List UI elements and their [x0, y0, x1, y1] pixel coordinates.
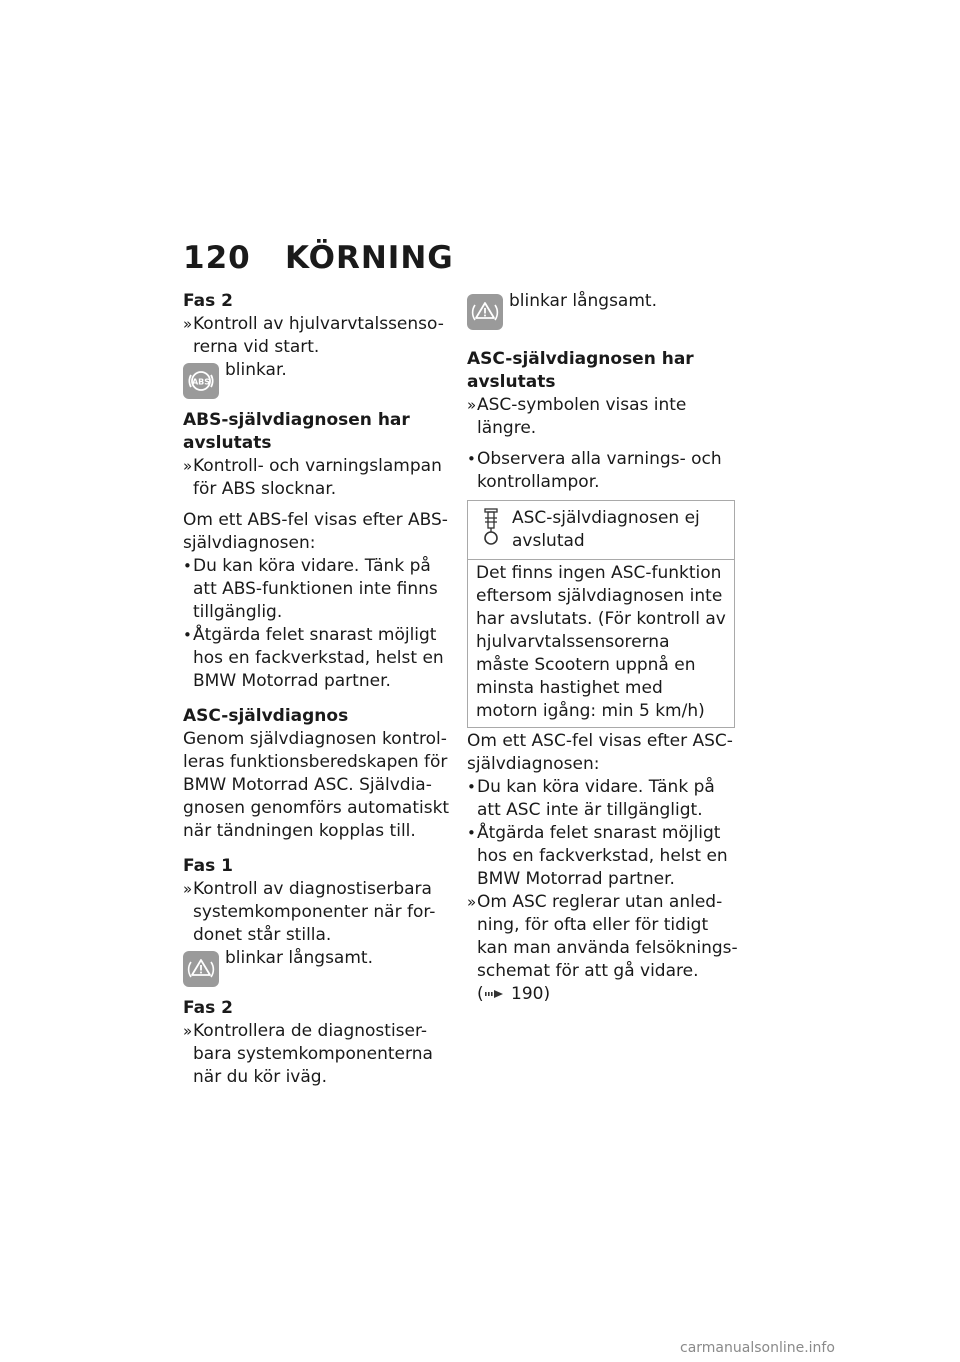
list-marker: »	[467, 893, 477, 911]
icon-line: blinkar långsamt.	[467, 290, 739, 328]
list-marker: »	[183, 1022, 193, 1040]
list-marker: •	[467, 824, 476, 842]
list-item: » Om ASC reglerar utan anled-ning, för ofta eller för tidigt kan man använda felsöknings-schemat för att gå vidare. ( 190)	[467, 892, 738, 1004]
list-marker: »	[183, 315, 193, 333]
section-title: Fas 1	[183, 856, 233, 876]
right-column	[467, 290, 739, 1006]
svg-text:ABS: ABS	[191, 377, 211, 387]
list-marker: •	[467, 778, 476, 796]
list-item: • Du kan köra vidare. Tänk på att ABS-funktionen inte finns tillgänglig.	[183, 556, 438, 622]
paragraph: Om ett ABS-fel visas efter ABS-självdiagnosen:	[183, 510, 448, 553]
warning-title: ASC-självdiagnosen ej avslutad	[512, 508, 700, 551]
wrench-warning-icon	[482, 507, 500, 556]
abs-warning-icon	[183, 363, 219, 399]
section-title: Fas 2	[183, 291, 233, 311]
section-title: Fas 2	[183, 998, 233, 1018]
list-marker: »	[467, 396, 477, 414]
warning-box-header	[468, 501, 734, 560]
section-title: ASC-självdiagnosen har avslutats	[467, 349, 694, 392]
page-number: 120	[183, 240, 251, 276]
section-title: ABS-självdiagnosen har avslutats	[183, 410, 410, 453]
watermark: carmanualsonline.info	[680, 1340, 835, 1356]
list-item: » Kontroll av hjulvarvtalssenso-rerna vid start.	[183, 314, 444, 357]
list-item: » Kontroll av diagnostiserbara systemkomponenter när for-donet står stilla.	[183, 879, 436, 945]
list-item: » ASC-symbolen visas inte längre.	[467, 395, 687, 438]
page-header	[183, 240, 454, 276]
list-marker: »	[183, 457, 193, 475]
icon-line: blinkar långsamt.	[183, 947, 451, 985]
paragraph: Om ett ASC-fel visas efter ASC-självdiagnosen:	[467, 731, 733, 774]
asc-warning-icon	[467, 294, 503, 330]
warning-box-body: Det finns ingen ASC-funktion eftersom självdiagnosen inte har avslutats. (För kontroll av hjulvarvtalssensorerna måste Scootern uppnå en minsta hastighet med motorn igång: min 5 km/h)	[476, 563, 726, 721]
warning-box	[467, 500, 735, 728]
left-column	[183, 290, 451, 1089]
list-item: • Observera alla varnings- och kontrollampor.	[467, 449, 722, 492]
arrow-right-icon	[484, 988, 506, 1000]
list-item: • Du kan köra vidare. Tänk på att ASC inte är tillgängligt.	[467, 777, 715, 820]
page-reference[interactable]: ( 190)	[477, 984, 551, 1004]
list-item: » Kontrollera de diagnostiser-bara systemkomponenterna när du kör iväg.	[183, 1021, 433, 1087]
icon-line: ABS blinkar.	[183, 359, 451, 397]
section-title: ASC-självdiagnos	[183, 706, 349, 726]
list-marker: •	[467, 450, 476, 468]
list-marker: »	[183, 880, 193, 898]
list-marker: •	[183, 557, 192, 575]
chapter-title: KÖRNING	[285, 240, 454, 276]
list-item: • Åtgärda felet snarast möjligt hos en fackverkstad, helst en BMW Motorrad partner.	[183, 625, 444, 691]
paragraph: Genom självdiagnosen kontrol-leras funktionsberedskapen för BMW Motorrad ASC. Självdia-gnosen genomförs automatiskt när tändningen kopplas till.	[183, 729, 450, 841]
asc-warning-icon	[183, 951, 219, 987]
list-item: • Åtgärda felet snarast möjligt hos en fackverkstad, helst en BMW Motorrad partner.	[467, 823, 728, 889]
list-marker: •	[183, 626, 192, 644]
list-item: » Kontroll- och varningslampan för ABS slocknar.	[183, 456, 442, 499]
